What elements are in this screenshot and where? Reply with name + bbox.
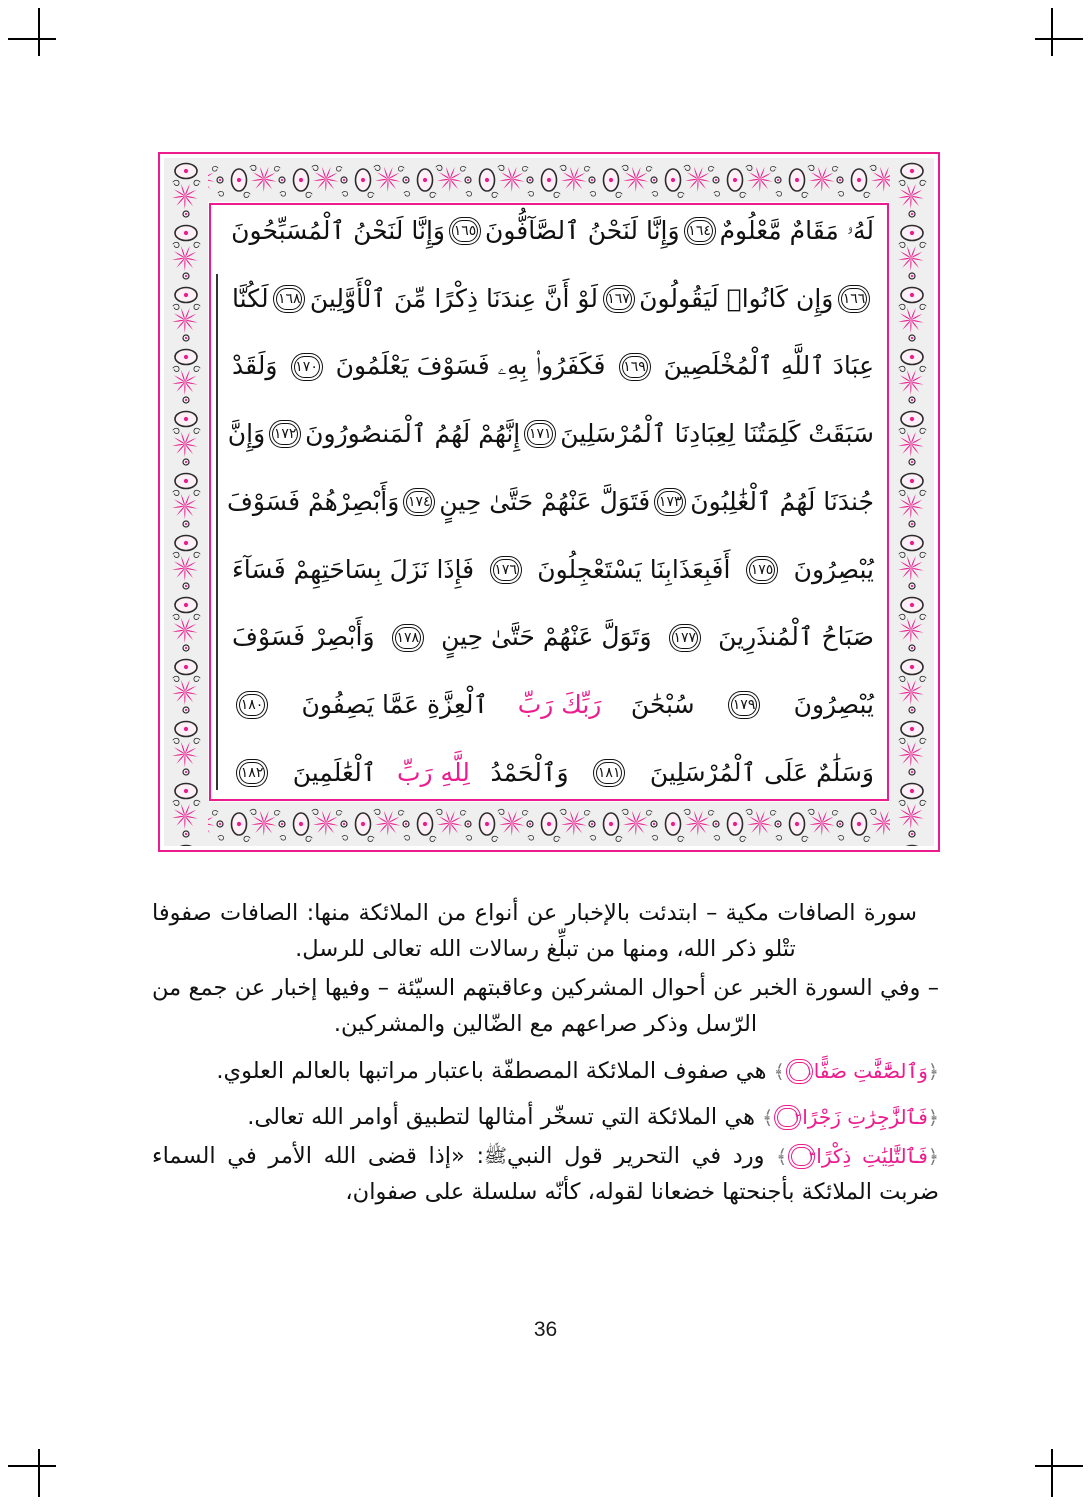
quran-text-segment: سَبَقَتْ كَلِمَتُنَا لِعِبَادِنَا ٱلْمُرْسَلِينَ bbox=[560, 419, 874, 449]
quran-text-segment: وَتَوَلَّ عَنْهُمْ حَتَّىٰ حِينٍ bbox=[441, 622, 652, 652]
commentary-entry-3 bbox=[152, 1138, 939, 1211]
ayah-number-marker: ١٧٩ bbox=[727, 690, 761, 720]
quran-text-segment: ٱلْعَٰلَمِينَ bbox=[292, 757, 377, 787]
ayah-number-marker: ١٧٥ bbox=[745, 555, 779, 585]
ayah-number-marker: ١٨٠ bbox=[235, 690, 269, 720]
ayah-marker-3: ٣ bbox=[788, 1144, 815, 1169]
quote-open-bracket-1: ﴿ bbox=[927, 1060, 939, 1083]
quote-close-bracket-3: ﴾ bbox=[776, 1145, 788, 1168]
border-ornament-bottom bbox=[164, 802, 934, 846]
quran-line bbox=[227, 419, 874, 449]
border-ornament-right bbox=[890, 158, 934, 846]
quran-text-segment: وَلَقَدْ bbox=[232, 351, 278, 381]
ayah-number-marker: ١٦٧ bbox=[602, 284, 636, 314]
ayah-number-marker: ١٦٦ bbox=[837, 284, 871, 314]
ayah-number-marker: ١٦٨ bbox=[272, 284, 306, 314]
ayah-number-marker: ١٧٧ bbox=[668, 623, 702, 653]
quran-text-segment: فَكَفَرُوا۟ بِهِۦ فَسَوْفَ يَعْلَمُونَ bbox=[335, 351, 606, 381]
quran-text-segment: إِنَّهُمْ لَهُمُ ٱلْمَنصُورُونَ bbox=[305, 419, 521, 449]
commentary-explanation-2: هي الملائكة التي تسخّر أمثالها لتطبيق أوامر الله تعالى. bbox=[247, 1104, 755, 1131]
tafsir-commentary bbox=[152, 895, 939, 1213]
quran-text-segment: يُبْصِرُونَ bbox=[793, 690, 874, 720]
ayah-number-marker: ١٦٩ bbox=[618, 352, 652, 382]
commentary-entry-1 bbox=[152, 1053, 939, 1089]
quote-close-bracket-2: ﴾ bbox=[762, 1107, 774, 1130]
crop-mark-top-left-vertical bbox=[38, 8, 40, 56]
ayah-number-marker: ١٨١ bbox=[592, 758, 626, 788]
quran-line bbox=[232, 555, 874, 585]
commentary-explanation-3-after: : «إذا قضى الله الأمر في السماء ضربت الملائكة بأجنحتها خضعانا لقوله، كأنّه سلسلة على صفوان، bbox=[152, 1142, 939, 1206]
ayah-marker-2: ٢ bbox=[774, 1105, 801, 1130]
quran-text-segment: فَإِذَا نَزَلَ بِسَاحَتِهِمْ فَسَآءَ bbox=[232, 554, 475, 584]
quran-text-segment: أَفَبِعَذَابِنَا يَسْتَعْجِلُونَ bbox=[537, 554, 731, 584]
quran-quote-1: وَٱلصَّٰٓفَّٰتِ صَفًّا bbox=[813, 1058, 928, 1083]
quran-text-segment: لَهُۥ مَقَامٌ مَّعْلُومٌ bbox=[719, 215, 874, 245]
quran-text-segment: وَإِن كَانُوا۟ لَيَقُولُونَ bbox=[639, 283, 834, 313]
crop-mark-top-right-horizontal bbox=[1035, 38, 1083, 40]
quran-text-segment: وَأَبْصِرْ فَسَوْفَ bbox=[232, 622, 375, 652]
quran-line bbox=[232, 216, 874, 246]
sallallahu-alayhi-wasallam-icon: ﷺ bbox=[484, 1144, 507, 1167]
quran-line bbox=[226, 486, 874, 517]
quran-text-segment: فَتَوَلَّ عَنْهُمْ حَتَّىٰ حِينٍ bbox=[439, 486, 651, 516]
quran-text-segment: وَٱلْحَمْدُ bbox=[490, 757, 569, 787]
quran-verse-text bbox=[216, 210, 882, 794]
quran-text-segment: لَوْ أَنَّ عِندَنَا ذِكْرًا مِّنَ ٱلْأَوَّلِينَ bbox=[309, 283, 598, 313]
quran-text-segment: وَأَبْصِرْهُمْ فَسَوْفَ bbox=[226, 486, 400, 516]
crop-mark-bottom-left-horizontal bbox=[8, 1465, 56, 1467]
quran-text-highlight: لِلَّهِ رَبِّ bbox=[396, 757, 470, 787]
commentary-explanation-3-before: ورد في التحرير قول النبي bbox=[506, 1142, 765, 1169]
quran-text-segment: وَإِنَّا لَنَحْنُ ٱلْمُسَبِّحُونَ bbox=[231, 215, 445, 245]
ayah-number-marker: ١٧٣ bbox=[653, 487, 687, 517]
commentary-paragraph-2: – وفي السورة الخبر عن أحوال المشركين وعاقبتهم السيّئة – وفيها إخبار عن جمع من الرّسل وذكر صراعهم مع الضّالين والمشركين. bbox=[152, 974, 939, 1038]
crop-mark-top-right-vertical bbox=[1051, 8, 1053, 56]
quran-text-segment: جُندَنَا لَهُمُ ٱلْغَٰلِبُونَ bbox=[690, 486, 874, 516]
ayah-number-marker: ١٧٢ bbox=[268, 419, 302, 449]
quran-text-segment: عِبَادَ ٱللَّهِ ٱلْمُخْلَصِينَ bbox=[663, 351, 874, 381]
ayah-number-marker: ١٧١ bbox=[523, 419, 557, 449]
quote-open-bracket-2: ﴿ bbox=[927, 1107, 939, 1130]
quran-quote-3: فَٱلتَّٰلِيَٰتِ ذِكْرًا bbox=[816, 1143, 928, 1168]
quran-text-segment: وَإِنَّا لَنَحْنُ ٱلصَّآفُّونَ bbox=[484, 215, 680, 245]
quran-decorative-frame bbox=[158, 152, 940, 852]
quran-text-segment: وَإِنَّ bbox=[227, 419, 266, 449]
crop-mark-bottom-right-horizontal bbox=[1035, 1465, 1083, 1467]
ayah-number-marker: ١٧٦ bbox=[489, 555, 523, 585]
quran-text-segment: يُبْصِرُونَ bbox=[793, 554, 874, 584]
page-number: 36 bbox=[533, 1318, 558, 1341]
quran-line bbox=[232, 623, 874, 653]
quran-text-segment: لَكُنَّا bbox=[232, 283, 269, 313]
ayah-number-marker: ١٧٠ bbox=[290, 352, 324, 382]
ayah-number-marker: ١٨٢ bbox=[235, 758, 269, 788]
quran-line bbox=[232, 690, 874, 720]
quote-close-bracket-1: ﴾ bbox=[773, 1060, 785, 1083]
crop-mark-bottom-right-vertical bbox=[1051, 1449, 1053, 1497]
border-ornament-top bbox=[164, 158, 934, 202]
ayah-number-marker: ١٧٤ bbox=[402, 487, 436, 517]
quote-open-bracket-3: ﴿ bbox=[927, 1145, 939, 1168]
quran-line bbox=[232, 758, 874, 788]
quran-text-segment: سُبْحَٰنَ bbox=[630, 690, 695, 720]
ayah-marker-1: ١ bbox=[786, 1059, 813, 1084]
quran-text-segment: وَسَلَٰمٌ عَلَى ٱلْمُرْسَلِينَ bbox=[649, 757, 874, 787]
commentary-explanation-1: هي صفوف الملائكة المصطفّة باعتبار مراتبها بالعالم العلوي. bbox=[216, 1057, 767, 1084]
quran-text-highlight: رَبِّكَ رَبِّ bbox=[517, 690, 602, 720]
crop-mark-bottom-left-vertical bbox=[38, 1449, 40, 1497]
quran-text-segment: صَبَاحُ ٱلْمُنذَرِينَ bbox=[718, 622, 874, 652]
commentary-entry-2 bbox=[152, 1099, 939, 1135]
quran-text-segment: ٱلْعِزَّةِ عَمَّا يَصِفُونَ bbox=[301, 690, 489, 720]
commentary-paragraph-1: سورة الصافات مكية – ابتدئت بالإخبار عن أنواع من الملائكة منها: الصافات صفوفا تتْلو ذكر الله، ومنها من تبلِّغ رسالات الله تعالى للرسل. bbox=[152, 900, 917, 963]
ayah-number-marker: ١٦٤ bbox=[683, 216, 717, 246]
ayah-number-marker: ١٦٥ bbox=[448, 216, 482, 246]
quran-line bbox=[232, 352, 874, 382]
border-ornament-left bbox=[164, 158, 208, 846]
quran-line bbox=[232, 284, 874, 314]
crop-mark-top-left-horizontal bbox=[8, 38, 56, 40]
ayah-number-marker: ١٧٨ bbox=[391, 623, 425, 653]
quran-quote-2: فَٱلزَّٰجِرَٰتِ زَجْرًا bbox=[802, 1105, 928, 1130]
